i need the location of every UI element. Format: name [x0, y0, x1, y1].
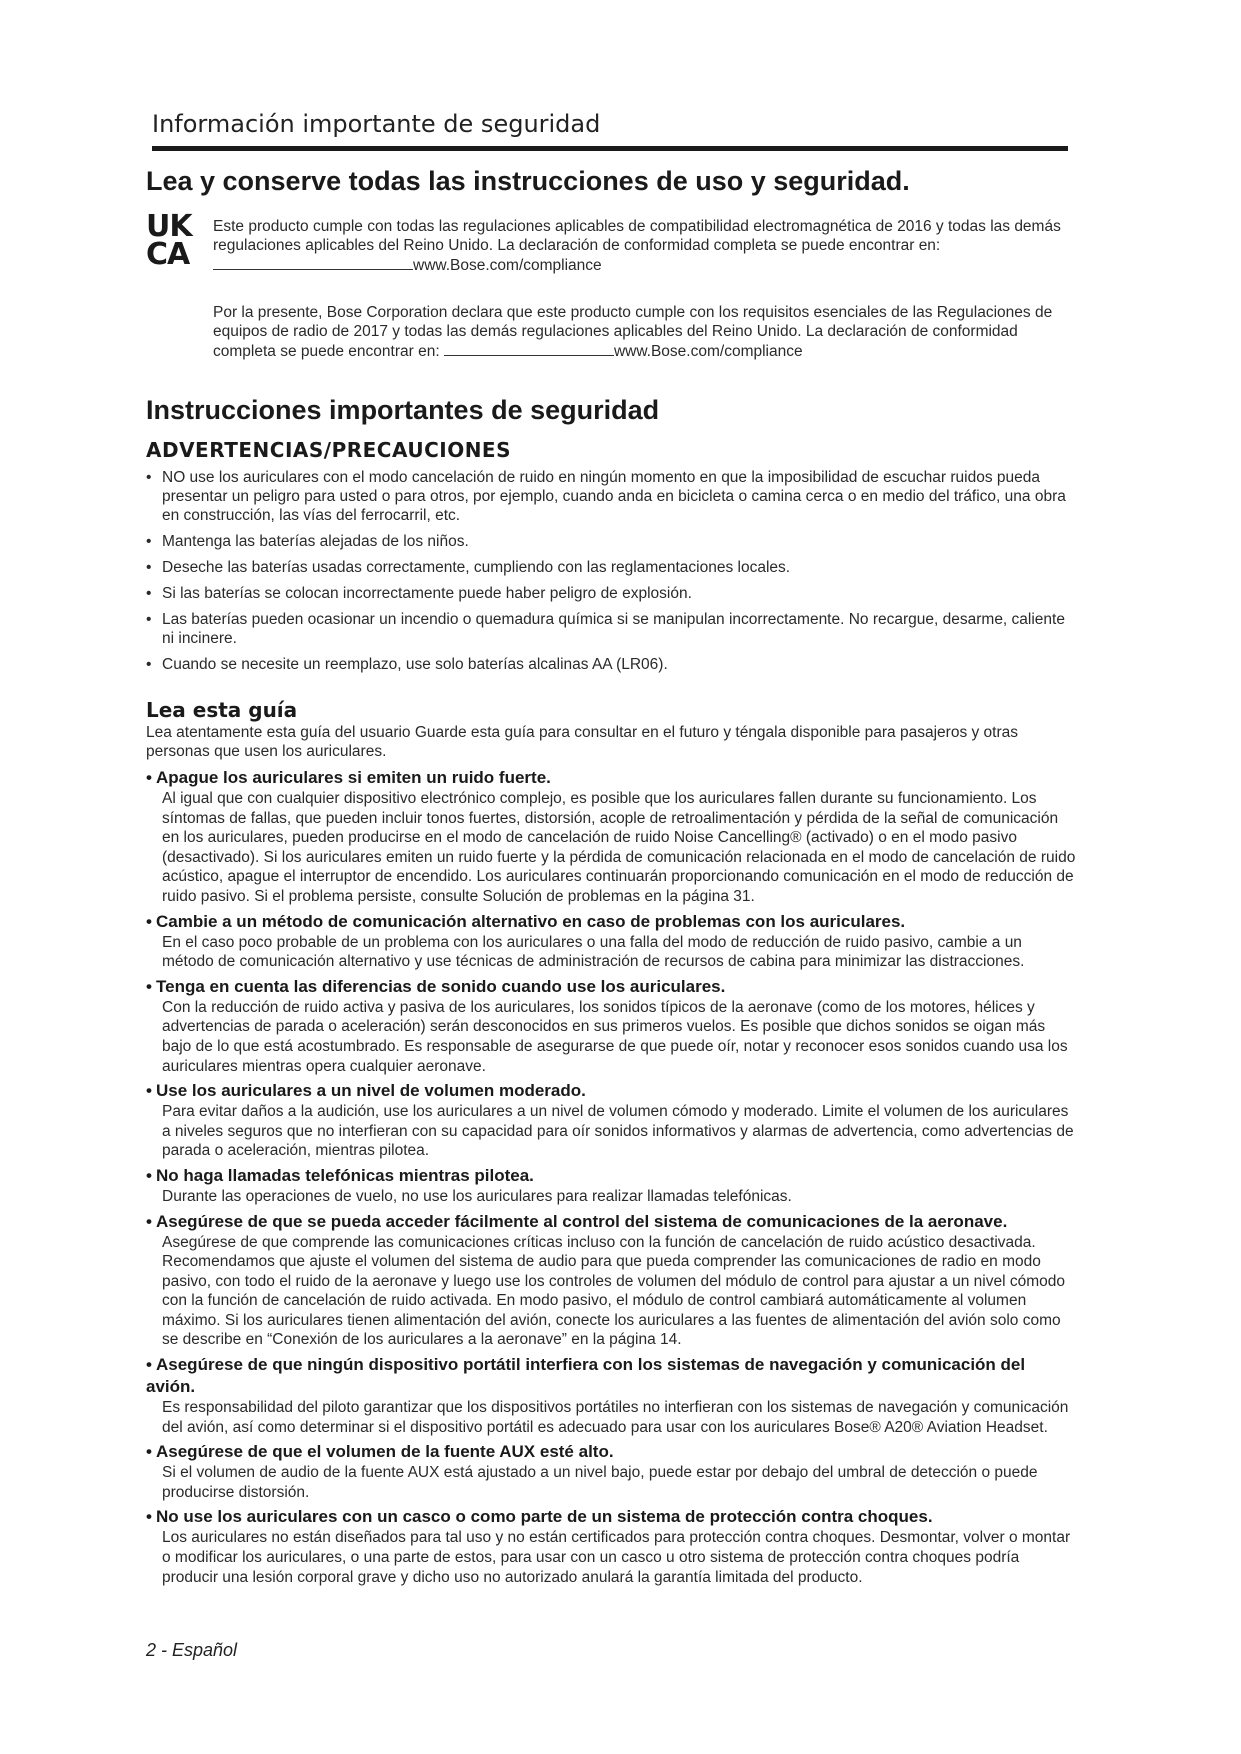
blank-line — [213, 255, 413, 270]
radio-compliance-text — [213, 303, 1073, 361]
guide-item: • No haga llamadas telefónicas mientras pilotea. Durante las operaciones de vuelo, no use los auriculares para realizar llamadas telefónicas. — [146, 1165, 1076, 1207]
warning-item: • Deseche las baterías usadas correctamente, cumpliendo con las reglamentaciones locales. — [146, 558, 1066, 577]
guide-item-body: Si el volumen de audio de la fuente AUX está ajustado a un nivel bajo, puede estar por debajo del umbral de detección o puede producirse distorsión. — [162, 1464, 1038, 1501]
page-number: 2 - Español — [146, 1640, 238, 1660]
warning-item: • Si las baterías se colocan incorrectamente puede haber peligro de explosión. — [146, 584, 1066, 603]
guide-item-body: En el caso poco probable de un problema con los auriculares o una falla del modo de reducción de ruido pasivo, cambie a un método de comunicación alternativo y use técnicas de administración de recursos de cabina para minimizar las distracciones. — [162, 933, 1025, 971]
guide-intro: Lea atentamente esta guía del usuario Guarde esta guía para consultar en el futuro y téngala disponible para pasajeros y otras personas que usen los auriculares. — [146, 724, 1019, 760]
guide-item-title: Asegúrese de que se pueda acceder fácilmente al control del sistema de comunicaciones de la aeronave. — [156, 1211, 1008, 1231]
warning-item: • NO use los auriculares con el modo cancelación de ruido en ningún momento en que la imposibilidad de escuchar ruidos pueda presentar un peligro para usted o para otros, por ejemplo, cuando anda en bicicleta o camina cerca o en medio del tráfico, una obra en construcción, las vías del ferrocarril, etc. — [146, 468, 1066, 525]
guide-item-title: No haga llamadas telefónicas mientras pilotea. — [156, 1165, 534, 1185]
guide-item-body: Es responsabilidad del piloto garantizar que los dispositivos portátiles no interfieran con los sistemas de navegación y comunicación del avión, así como determinar si el dispositivo portátil es adecuado para usar con los auriculares Bose® A20® Aviation Headset. — [162, 1399, 1069, 1436]
ukca-statement: Este producto cumple con todas las regulaciones aplicables de compatibilidad electromagnética de 2016 y todas las demás regulaciones aplicables del Reino Unido. La declaración de conformidad completa se puede encontrar en: — [213, 218, 1061, 254]
guide-item-title: Use los auriculares a un nivel de volumen moderado. — [156, 1081, 586, 1101]
ukca-compliance-text — [213, 217, 1073, 275]
safety-title: Instrucciones importantes de seguridad — [146, 395, 660, 425]
radio-statement: Por la presente, Bose Corporation declara que este producto cumple con los requisitos esenciales de las Regulaciones de equipos de radio de 2017 y todas las demás regulaciones aplicables del Reino Unido. La declaración de conformidad completa se puede encontrar en: — [213, 304, 1053, 360]
guide-items-list — [146, 767, 1076, 1591]
guide-item-body: Asegúrese de que comprende las comunicaciones críticas incluso con la función de cancelación de ruido acústico desactivada. Recomendamos que ajuste el volumen del sistema de audio para que pueda comprender las comunicaciones de radio en modo pasivo, con todo el ruido de la aeronave y luego use los controles de volumen del módulo de control para ajustar a un nivel cómodo con la función de cancelación de ruido activada. En modo pasivo, el módulo de control cambiará automáticamente al volumen máximo. Si los auriculares tienen alimentación del avión, conecte los auriculares a las fuentes de alimentación del avión solo como se describe en “Conexión de los auriculares a la aeronave” en la página 14. — [162, 1233, 1066, 1349]
guide-item-title: Apague los auriculares si emiten un ruido fuerte. — [156, 768, 551, 787]
guide-item: • Tenga en cuenta las diferencias de sonido cuando use los auriculares. Con la reducción de ruido activa y pasiva de los auriculares, los sonidos típicos de la aeronave (como de los motores, hélices y advertencias de parada o aceleración) serán desconocidos en sus primeros vuelos. Es posible que dichos sonidos se oigan más bajo de lo que está acostumbrado. Es responsable de asegurarse de que puede oír, notar y reconocer esos sonidos cuando usa los auriculares mientras opera cualquier aeronave. — [146, 976, 1076, 1076]
guide-item-title: Cambie a un método de comunicación alternativo en caso de problemas con los auriculares. — [156, 911, 906, 931]
guide-heading: Lea esta guía — [146, 698, 298, 722]
guide-item-body: Con la reducción de ruido activa y pasiva de los auriculares, los sonidos típicos de la aeronave (como de los motores, hélices y advertencias de parada o aceleración) serán desconocidos en sus primeros vuelos. Es posible que dichos sonidos se oigan más bajo de lo que está acostumbrado. Es responsable de asegurarse de que puede oír, notar y reconocer esos sonidos cuando usa los auriculares mientras opera cualquier aeronave. — [162, 998, 1068, 1075]
guide-item: • Apague los auriculares si emiten un ruido fuerte. Al igual que con cualquier dispositivo electrónico complejo, es posible que los auriculares fallen durante su funcionamiento. Los síntomas de fallas, que pueden incluir tonos fuertes, distorsión, acople de retroalimentación y pérdida de la señal de comunicación en los auriculares, pueden producirse en el modo de cancelación de ruido Noise Cancelling® (activado) o en el modo pasivo (desactivado). Si los auriculares emiten un ruido fuerte y la pérdida de comunicación relacionada en el modo de cancelación de ruido acústico, apague el interruptor de encendido. Los auriculares continuarán proporcionando comunicación en el modo de reducción de ruido pasivo. Si el problema persiste, consulte Solución de problemas en la página 31. — [146, 768, 1076, 905]
guide-item-body: Para evitar daños a la audición, use los auriculares a un nivel de volumen cómodo y moderado. Limite el volumen de los auriculares a niveles seguros que no interfieran con su capacidad para oír sonidos informativos y alarmas de advertencia, como advertencias de parada o aceleración, mientras pilotea. — [162, 1103, 1074, 1160]
warning-item: • Mantenga las baterías alejadas de los niños. — [146, 532, 1066, 551]
blank-line — [444, 341, 614, 356]
guide-item: • Asegúrese de que se pueda acceder fácilmente al control del sistema de comunicaciones de la aeronave. Asegúrese de que comprende las comunicaciones críticas incluso con la función de cancelación de ruido acústico desactivada. Recomendamos que ajuste el volumen del sistema de audio para que pueda comprender las comunicaciones de radio en modo pasivo, con todo el ruido de la aeronave y luego use los controles de volumen del módulo de control para ajustar a un nivel cómodo con la función de cancelación de ruido activada. En modo pasivo, el módulo de control cambiará automáticamente al volumen máximo. Si los auriculares tienen alimentación del avión, conecte los auriculares a las fuentes de alimentación del avión solo como se describe en “Conexión de los auriculares a la aeronave” en la página 14. — [146, 1211, 1076, 1351]
ukca-logo-line2: CA — [146, 237, 190, 272]
guide-item-title: Asegúrese de que ningún dispositivo portátil interfiera con los sistemas de navegación y comunicación del avión. — [146, 1355, 1026, 1397]
guide-item: • Asegúrese de que ningún dispositivo portátil interfiera con los sistemas de navegación y comunicación del avión. Es responsabilidad del piloto garantizar que los dispositivos portátiles no interfieran con los sistemas de navegación y comunicación del avión, así como determinar si el dispositivo portátil es adecuado para usar con los auriculares Bose® A20® Aviation Headset. — [146, 1354, 1076, 1437]
guide-item-body: Durante las operaciones de vuelo, no use los auriculares para realizar llamadas telefónicas. — [162, 1187, 792, 1205]
guide-item-body: Los auriculares no están diseñados para tal uso y no están certificados para protección contra choques. Desmontar, volver o montar o modificar los auriculares, o una parte de estos, para usar con un casco u otro sistema de protección contra choques podría producir una lesión corporal grave y dicho uso no autorizado anulará la garantía limitada del producto. — [162, 1529, 1071, 1586]
guide-item-title: No use los auriculares con un casco o como parte de un sistema de protección contra choques. — [156, 1507, 933, 1527]
guide-item-title: Asegúrese de que el volumen de la fuente AUX esté alto. — [156, 1442, 614, 1462]
radio-url: www.Bose.com/compliance — [613, 343, 803, 360]
warning-item: • Las baterías pueden ocasionar un incendio o quemadura química si se manipulan incorrectamente. No recargue, desarme, caliente ni incinere. — [146, 610, 1066, 648]
ukca-mark-icon — [146, 209, 202, 272]
ukca-url: www.Bose.com/compliance — [413, 257, 602, 274]
guide-item: • Use los auriculares a un nivel de volumen moderado. Para evitar daños a la audición, use los auriculares a un nivel de volumen cómodo y moderado. Limite el volumen de los auriculares a niveles seguros que no interfieran con su capacidad para oír sonidos informativos y alarmas de advertencia, como advertencias de parada o aceleración, mientras pilotea. — [146, 1080, 1076, 1161]
warnings-list — [146, 468, 1066, 681]
guide-item: • Asegúrese de que el volumen de la fuente AUX esté alto. Si el volumen de audio de la fuente AUX está ajustado a un nivel bajo, puede estar por debajo del umbral de detección o puede producirse distorsión. — [146, 1441, 1076, 1502]
guide-item-body: Al igual que con cualquier dispositivo electrónico complejo, es posible que los auriculares fallen durante su funcionamiento. Los síntomas de fallas, que pueden incluir tonos fuertes, distorsión, acople de retroalimentación y pérdida de la señal de comunicación en los auriculares, pueden producirse en el modo de cancelación de ruido Noise Cancelling® (activado) o en el modo pasivo (desactivado). Si los auriculares emiten un ruido fuerte y la pérdida de comunicación relacionada en el modo de cancelación de ruido acústico, apague el interruptor de encendido. Los auriculares continuarán proporcionando comunicación en el modo de reducción de ruido pasivo. Si el problema persiste, consulte Solución de problemas en la página 31. — [162, 790, 1076, 905]
guide-item: • Cambie a un método de comunicación alternativo en caso de problemas con los auriculares. En el caso poco probable de un problema con los auriculares o una falla del modo de reducción de ruido pasivo, cambie a un método de comunicación alternativo y use técnicas de administración de recursos de cabina para minimizar las distracciones. — [146, 911, 1076, 972]
ukca-logo-line1: UK — [146, 209, 192, 244]
guide-item: • No use los auriculares con un casco o como parte de un sistema de protección contra choques. Los auriculares no están diseñados para tal uso y no están certificados para protección contra choques. Desmontar, volver o montar o modificar los auriculares, o una parte de estos, para usar con un casco u otro sistema de protección contra choques podría producir una lesión corporal grave y dicho uso no autorizado anulará la garantía limitada del producto. — [146, 1506, 1076, 1587]
guide-item-title: Tenga en cuenta las diferencias de sonido cuando use los auriculares. — [156, 976, 726, 996]
warning-item: • Cuando se necesite un reemplazo, use solo baterías alcalinas AA (LR06). — [146, 655, 1066, 674]
warnings-heading: ADVERTENCIAS/PRECAUCIONES — [146, 438, 511, 462]
main-title: Lea y conserve todas las instrucciones de uso y seguridad. — [146, 166, 910, 196]
section-title: Información importante de seguridad — [152, 110, 1068, 151]
